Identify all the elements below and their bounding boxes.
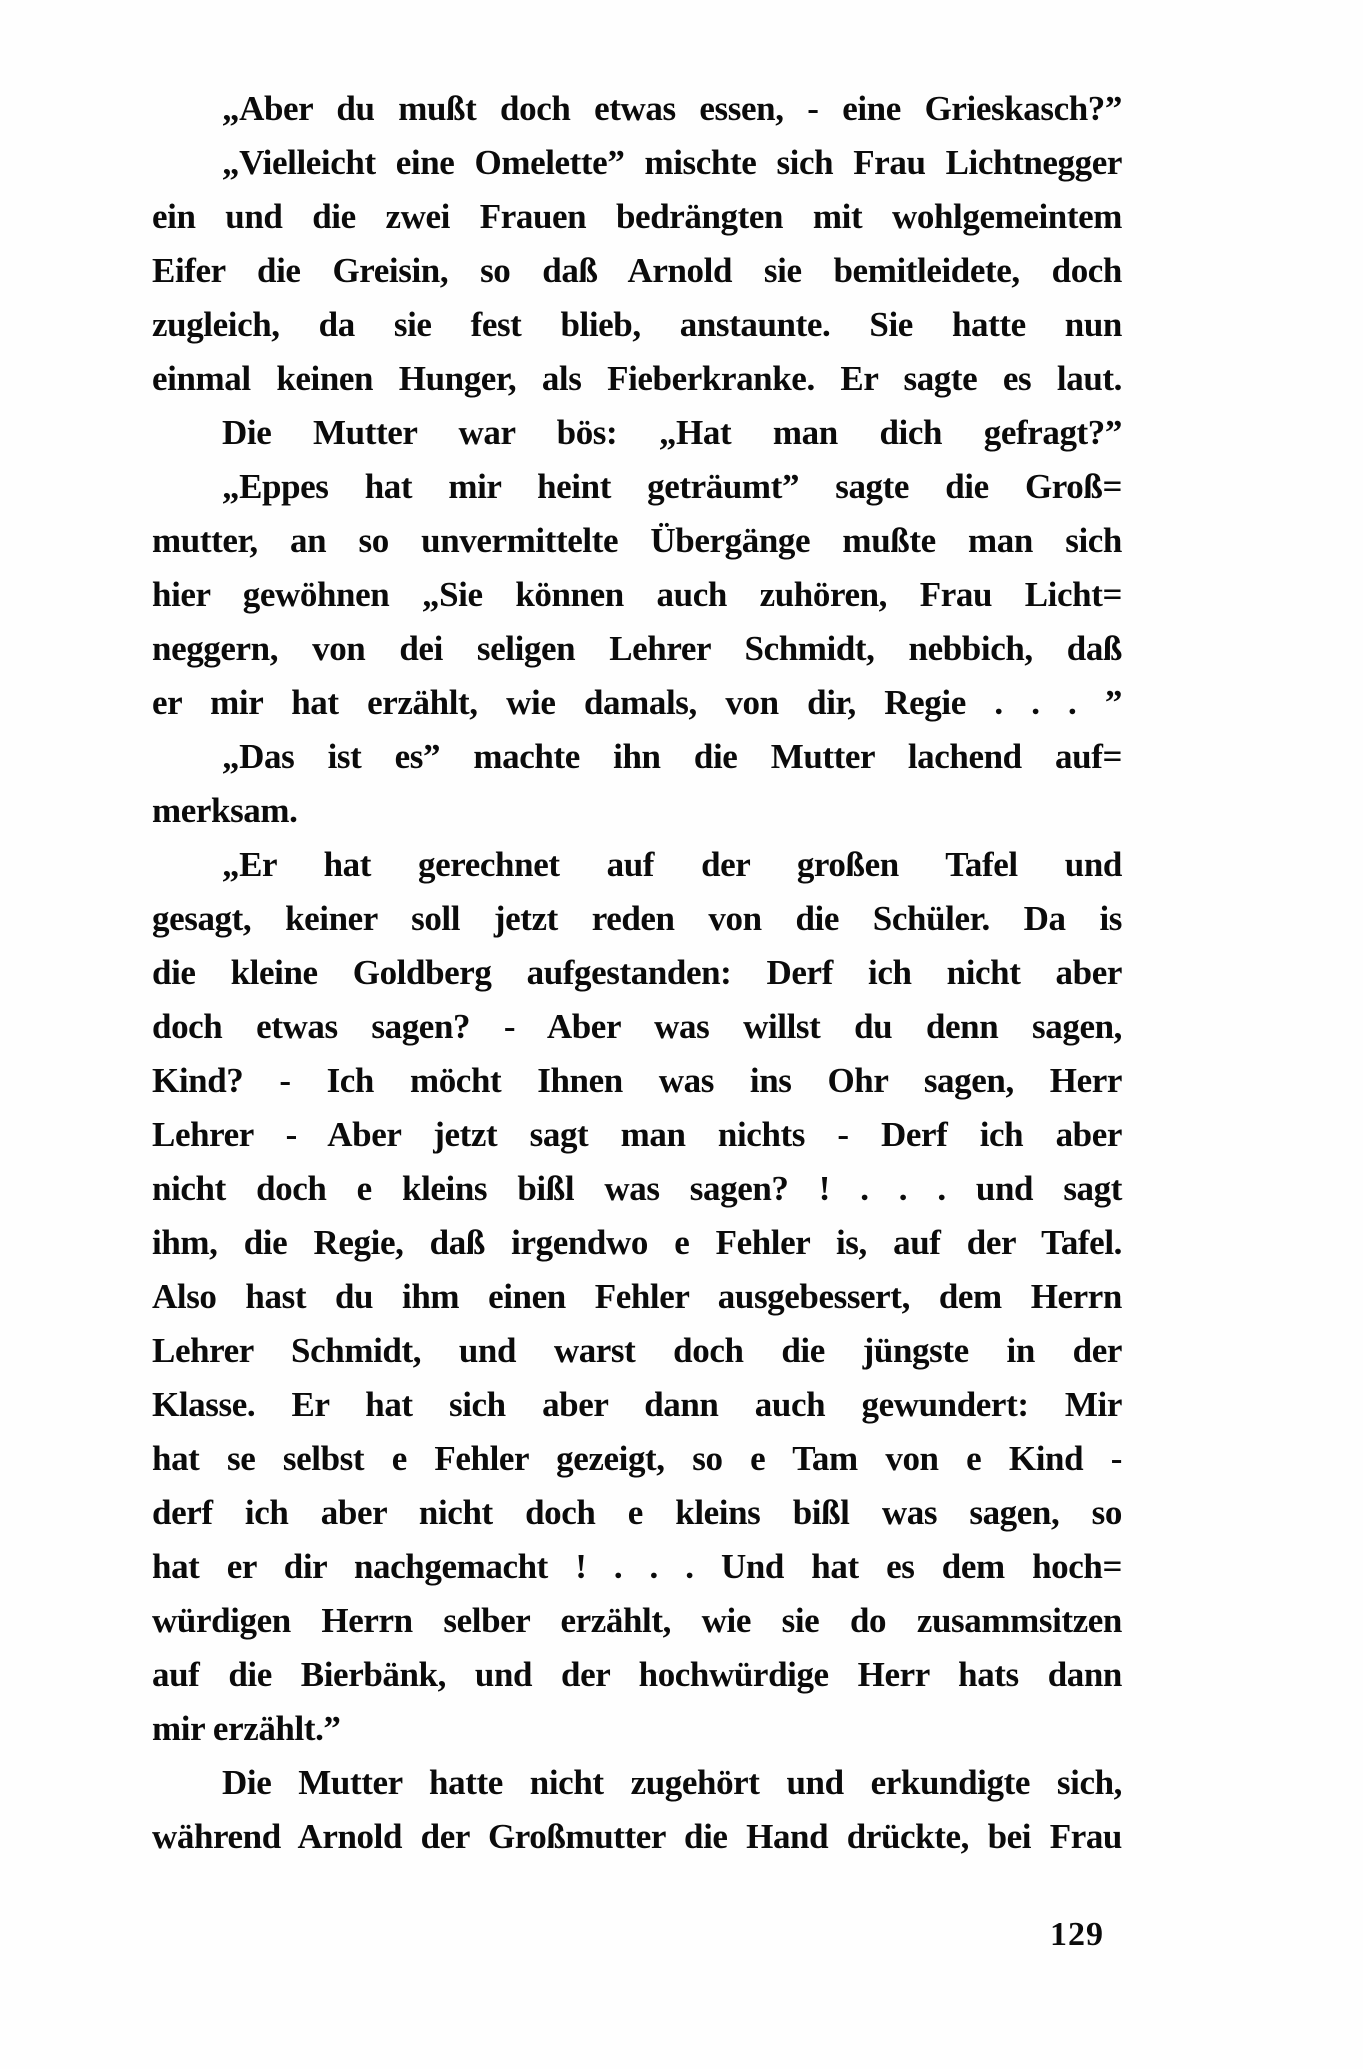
text-line: mutter, an so unvermittelte Übergänge mußte man sich	[152, 521, 1122, 560]
text-line: Also hast du ihm einen Fehler ausgebessert, dem Herrn	[152, 1277, 1122, 1316]
text-line: Eifer die Greisin, so daß Arnold sie bemitleidete, doch	[152, 251, 1122, 290]
text-line: Lehrer Schmidt, und warst doch die jüngste in der	[152, 1331, 1122, 1370]
text-line: auf die Bierbänk, und der hochwürdige Herr hats dann	[152, 1655, 1122, 1694]
text-line: zugleich, da sie fest blieb, anstaunte. Sie hatte nun	[152, 305, 1122, 344]
text-line: „Er hat gerechnet auf der großen Tafel und	[222, 845, 1122, 884]
text-line: doch etwas sagen? - Aber was willst du denn sagen,	[152, 1007, 1122, 1046]
text-line: ein und die zwei Frauen bedrängten mit wohlgemeintem	[152, 197, 1122, 236]
text-line: Die Mutter war bös: „Hat man dich gefragt?”	[222, 413, 1122, 452]
text-line: „Aber du mußt doch etwas essen, - eine Grieskasch?”	[222, 89, 1122, 128]
text-line: gesagt, keiner soll jetzt reden von die Schüler. Da is	[152, 899, 1122, 938]
text-line: ihm, die Regie, daß irgendwo e Fehler is, auf der Tafel.	[152, 1223, 1122, 1262]
text-line: Die Mutter hatte nicht zugehört und erkundigte sich,	[222, 1763, 1122, 1802]
text-line: „Eppes hat mir heint geträumt” sagte die Groß=	[222, 467, 1122, 506]
page-text	[152, 82, 1122, 1864]
text-line: einmal keinen Hunger, als Fieberkranke. Er sagte es laut.	[152, 359, 1122, 398]
text-line: mir erzählt.”	[152, 1709, 341, 1748]
text-line: Lehrer - Aber jetzt sagt man nichts - Derf ich aber	[152, 1115, 1122, 1154]
text-line: während Arnold der Großmutter die Hand drückte, bei Frau	[152, 1817, 1122, 1856]
text-line: er mir hat erzählt, wie damals, von dir, Regie . . . ”	[152, 683, 1122, 722]
text-line: hat se selbst e Fehler gezeigt, so e Tam von e Kind -	[152, 1439, 1122, 1478]
text-line: die kleine Goldberg aufgestanden: Derf ich nicht aber	[152, 953, 1122, 992]
text-line: nicht doch e kleins bißl was sagen? ! . . . und sagt	[152, 1169, 1122, 1208]
text-line: würdigen Herrn selber erzählt, wie sie do zusammsitzen	[152, 1601, 1122, 1640]
page-number: 129	[1050, 1916, 1104, 1953]
text-line: neggern, von dei seligen Lehrer Schmidt, nebbich, daß	[152, 629, 1122, 668]
text-line: „Vielleicht eine Omelette” mischte sich Frau Lichtnegger	[222, 143, 1122, 182]
text-line: merksam.	[152, 791, 298, 830]
text-line: Klasse. Er hat sich aber dann auch gewundert: Mir	[152, 1385, 1122, 1424]
text-line: Kind? - Ich möcht Ihnen was ins Ohr sagen, Herr	[152, 1061, 1122, 1100]
text-line: hier gewöhnen „Sie können auch zuhören, Frau Licht=	[152, 575, 1122, 614]
text-line: „Das ist es” machte ihn die Mutter lachend auf=	[222, 737, 1122, 776]
text-line: derf ich aber nicht doch e kleins bißl was sagen, so	[152, 1493, 1122, 1532]
text-line: hat er dir nachgemacht ! . . . Und hat es dem hoch=	[152, 1547, 1122, 1586]
